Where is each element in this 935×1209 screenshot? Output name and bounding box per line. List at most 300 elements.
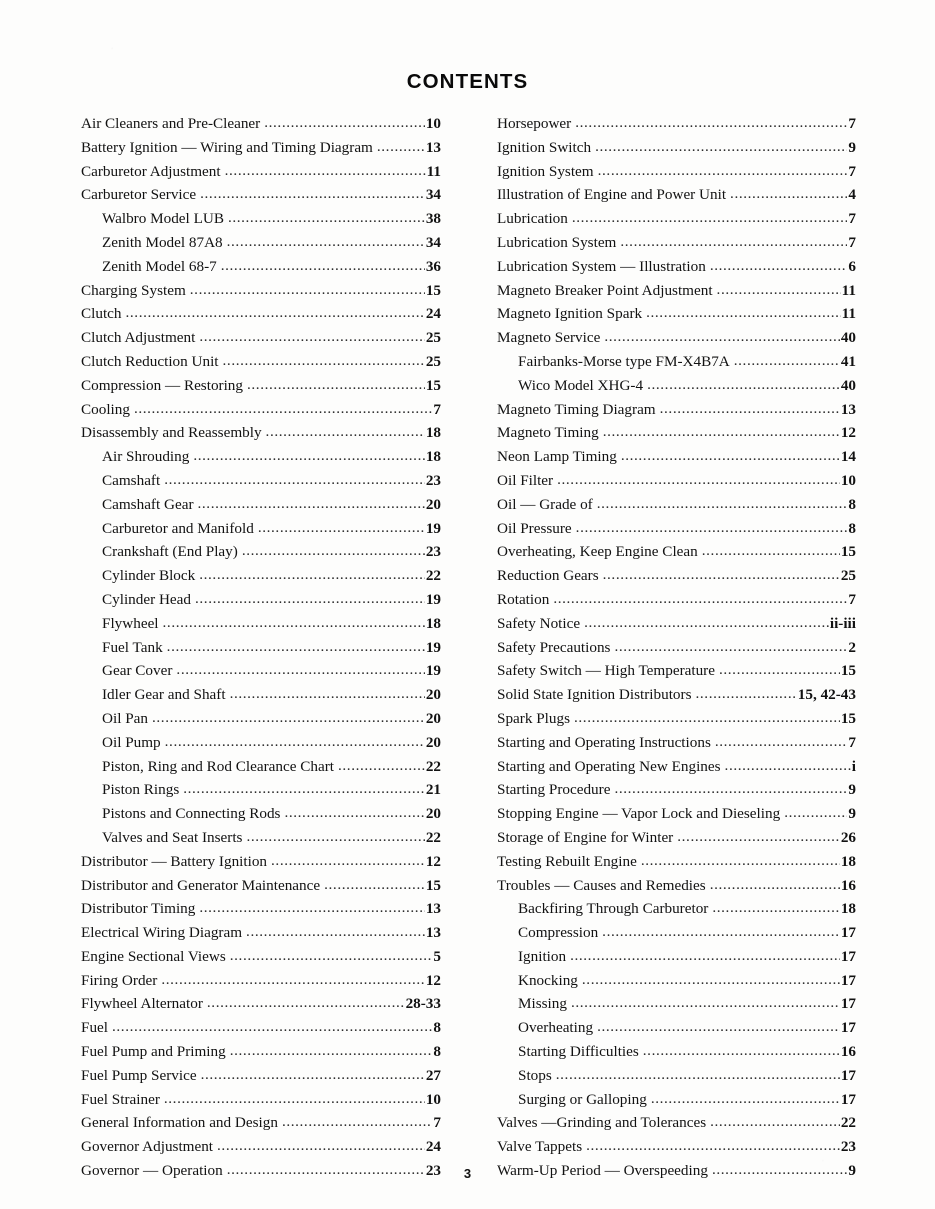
toc-leader-dots: [271, 850, 425, 873]
toc-entry-page-number: 11: [841, 305, 856, 323]
toc-entry[interactable]: [497, 1040, 856, 1064]
toc-entry[interactable]: [81, 588, 441, 612]
toc-entry-page-number: 7: [848, 162, 856, 180]
toc-entry[interactable]: [497, 136, 856, 160]
toc-leader-dots: [719, 659, 840, 682]
toc-left-column: [81, 112, 441, 1183]
toc-entry-label: Starting and Operating New Engines: [497, 757, 721, 775]
toc-leader-dots: [614, 778, 847, 801]
toc-leader-dots: [161, 969, 424, 992]
toc-entry-page-number: 5: [433, 947, 441, 965]
toc-entry-label: Stops: [518, 1066, 552, 1084]
toc-entry-page-number: 22: [425, 828, 441, 846]
toc-leader-dots: [165, 731, 425, 754]
toc-entry[interactable]: [81, 112, 441, 136]
toc-entry-label: Gear Cover: [102, 662, 173, 680]
toc-entry-label: Rotation: [497, 590, 550, 608]
toc-entry[interactable]: [81, 707, 441, 731]
toc-entry-label: Governor Adjustment: [81, 1138, 214, 1156]
toc-entry-label: Lubrication System: [497, 233, 617, 251]
toc-entry[interactable]: [497, 897, 856, 921]
toc-entry-label: Air Shrouding: [102, 448, 190, 466]
toc-leader-dots: [643, 1040, 840, 1063]
toc-leader-dots: [677, 826, 840, 849]
toc-leader-dots: [646, 302, 841, 325]
toc-entry-page-number: 40: [840, 376, 856, 394]
toc-entry[interactable]: [81, 897, 441, 921]
toc-entry[interactable]: [497, 1111, 856, 1135]
toc-leader-dots: [230, 683, 425, 706]
toc-entry-page-number: 16: [840, 1043, 856, 1061]
toc-entry[interactable]: [81, 302, 441, 326]
toc-leader-dots: [223, 350, 425, 373]
toc-entry[interactable]: [81, 755, 441, 779]
toc-leader-dots: [198, 493, 425, 516]
toc-entry-page-number: 10: [425, 1090, 441, 1108]
toc-entry-page-number: 7: [848, 210, 856, 228]
toc-entry-page-number: i: [851, 757, 856, 775]
toc-entry-label: Oil Pan: [102, 709, 148, 727]
toc-entry-label: Charging System: [81, 281, 186, 299]
toc-entry[interactable]: [81, 136, 441, 160]
toc-entry-page-number: 4: [848, 186, 856, 204]
toc-entry[interactable]: [497, 540, 856, 564]
toc-entry-page-number: 7: [433, 400, 441, 418]
toc-entry-page-number: 15: [840, 543, 856, 561]
toc-entry-label: Zenith Model 68-7: [102, 257, 217, 275]
toc-entry-label: Overheating: [518, 1019, 594, 1037]
toc-entry[interactable]: [81, 1040, 441, 1064]
toc-entry[interactable]: [497, 1016, 856, 1040]
toc-entry-page-number: 2: [848, 638, 856, 656]
toc-entry[interactable]: [81, 564, 441, 588]
toc-leader-dots: [710, 874, 840, 897]
toc-entry-page-number: 25: [840, 567, 856, 585]
toc-entry[interactable]: [497, 850, 856, 874]
toc-entry-label: Distributor — Battery Ignition: [81, 852, 268, 870]
toc-leader-dots: [164, 1088, 425, 1111]
toc-entry-label: Valves and Seat Inserts: [102, 828, 243, 846]
toc-leader-dots: [199, 897, 424, 920]
page-number: 3: [463, 1166, 472, 1181]
toc-entry-label: Valves —Grinding and Tolerances: [497, 1114, 707, 1132]
toc-entry-page-number: 7: [433, 1114, 441, 1132]
toc-entry-label: Pistons and Connecting Rods: [102, 805, 281, 823]
toc-entry-page-number: 7: [848, 733, 856, 751]
toc-entry[interactable]: [497, 183, 856, 207]
toc-leader-dots: [730, 183, 847, 206]
toc-leader-dots: [164, 469, 425, 492]
toc-leader-dots: [221, 255, 425, 278]
toc-entry[interactable]: [497, 1088, 856, 1112]
toc-entry[interactable]: [81, 1135, 441, 1159]
toc-entry-label: Fuel Pump and Priming: [81, 1043, 226, 1061]
toc-leader-dots: [597, 493, 848, 516]
toc-entry[interactable]: [497, 112, 856, 136]
toc-entry-label: Magneto Timing: [497, 424, 599, 442]
toc-entry[interactable]: [497, 945, 856, 969]
toc-entry[interactable]: [81, 778, 441, 802]
toc-entry-label: Reduction Gears: [497, 567, 599, 585]
toc-entry-label: Wico Model XHG-4: [518, 376, 644, 394]
toc-entry-label: Oil — Grade of: [497, 495, 593, 513]
toc-entry-label: Clutch: [81, 305, 122, 323]
toc-entry-page-number: 17: [840, 1090, 856, 1108]
toc-entry[interactable]: [81, 160, 441, 184]
toc-entry[interactable]: [497, 969, 856, 993]
toc-leader-dots: [710, 255, 848, 278]
toc-entry-label: Clutch Reduction Unit: [81, 352, 219, 370]
toc-entry[interactable]: [81, 207, 441, 231]
toc-entry-page-number: 8: [433, 1043, 441, 1061]
toc-entry[interactable]: [81, 517, 441, 541]
toc-entry-page-number: 18: [425, 614, 441, 632]
toc-entry-page-number: 24: [425, 1138, 441, 1156]
toc-entry-page-number: 9: [848, 781, 856, 799]
toc-entry-page-number: 22: [425, 567, 441, 585]
toc-entry-page-number: 18: [840, 852, 856, 870]
toc-entry[interactable]: [497, 374, 856, 398]
toc-entry-label: Troubles — Causes and Remedies: [497, 876, 706, 894]
toc-entry-label: Solid State Ignition Distributors: [497, 686, 692, 704]
toc-entry[interactable]: [81, 731, 441, 755]
toc-entry-label: Carburetor Adjustment: [81, 162, 221, 180]
toc-entry-label: Disassembly and Reassembly: [81, 424, 262, 442]
toc-entry[interactable]: [497, 612, 856, 636]
toc-entry-label: Safety Precautions: [497, 638, 611, 656]
toc-entry-label: Cylinder Block: [102, 567, 196, 585]
toc-entry-page-number: 9: [848, 805, 856, 823]
toc-entry[interactable]: [497, 350, 856, 374]
toc-entry[interactable]: [81, 969, 441, 993]
toc-entry-label: Storage of Engine for Winter: [497, 828, 674, 846]
toc-entry-page-number: 23: [425, 1162, 441, 1180]
toc-entry-label: Camshaft: [102, 471, 161, 489]
toc-entry-page-number: ii-iii: [829, 614, 856, 632]
toc-leader-dots: [199, 326, 424, 349]
toc-entry[interactable]: [497, 302, 856, 326]
toc-entry[interactable]: [81, 612, 441, 636]
toc-leader-dots: [246, 826, 424, 849]
toc-entry-label: Backfiring Through Carburetor: [518, 900, 709, 918]
toc-entry[interactable]: [81, 445, 441, 469]
toc-entry[interactable]: [81, 659, 441, 683]
toc-entry-page-number: 17: [840, 995, 856, 1013]
toc-entry-page-number: 19: [425, 662, 441, 680]
toc-entry-page-number: 20: [425, 709, 441, 727]
toc-entry-page-number: 8: [433, 1019, 441, 1037]
toc-entry-label: Warm-Up Period — Overspeeding: [497, 1162, 708, 1180]
toc-leader-dots: [217, 1135, 425, 1158]
toc-entry-label: Firing Order: [81, 971, 158, 989]
toc-entry-label: Stopping Engine — Vapor Lock and Dieseling: [497, 805, 781, 823]
toc-entry[interactable]: [497, 683, 856, 707]
toc-entry[interactable]: [497, 659, 856, 683]
toc-leader-dots: [264, 112, 425, 135]
toc-entry-page-number: 9: [848, 1162, 856, 1180]
toc-leader-dots: [242, 540, 425, 563]
toc-entry[interactable]: [81, 1016, 441, 1040]
toc-leader-dots: [193, 445, 424, 468]
toc-entry-page-number: 19: [425, 519, 441, 537]
toc-entry-label: Horsepower: [497, 115, 572, 132]
toc-leader-dots: [200, 183, 425, 206]
toc-entry[interactable]: [81, 350, 441, 374]
toc-entry[interactable]: [81, 850, 441, 874]
toc-leader-dots: [230, 1040, 433, 1063]
toc-entry-page-number: 9: [848, 138, 856, 156]
toc-entry[interactable]: [81, 326, 441, 350]
toc-entry[interactable]: [81, 683, 441, 707]
toc-entry-label: Oil Pump: [102, 733, 161, 751]
toc-entry-page-number: 17: [840, 1066, 856, 1084]
toc-entry[interactable]: [497, 255, 856, 279]
toc-entry[interactable]: [497, 564, 856, 588]
toc-entry-label: Surging or Galloping: [518, 1090, 647, 1108]
toc-entry-page-number: 22: [840, 1114, 856, 1132]
toc-entry-page-number: 23: [425, 471, 441, 489]
toc-leader-dots: [199, 564, 425, 587]
toc-entry[interactable]: [81, 1111, 441, 1135]
toc-entry-label: Fuel Pump Service: [81, 1066, 197, 1084]
toc-entry[interactable]: [497, 160, 856, 184]
toc-entry-page-number: 23: [840, 1138, 856, 1156]
toc-leader-dots: [163, 612, 425, 635]
toc-leader-dots: [620, 231, 847, 254]
toc-leader-dots: [598, 160, 848, 183]
toc-entry-label: Distributor and Generator Maintenance: [81, 876, 321, 894]
toc-entry[interactable]: [81, 992, 441, 1016]
toc-entry-page-number: 7: [848, 590, 856, 608]
toc-entry[interactable]: [497, 326, 856, 350]
toc-entry-page-number: 26: [840, 828, 856, 846]
toc-entry-label: Spark Plugs: [497, 709, 570, 727]
toc-entry-label: Engine Sectional Views: [81, 947, 226, 965]
toc-entry-page-number: 18: [425, 424, 441, 442]
toc-entry[interactable]: [497, 731, 856, 755]
toc-entry-page-number: 17: [840, 971, 856, 989]
toc-entry-page-number: 12: [425, 852, 441, 870]
toc-entry-page-number: 11: [426, 162, 441, 180]
toc-entry-label: Missing: [518, 995, 567, 1013]
toc-leader-dots: [603, 564, 840, 587]
toc-entry[interactable]: [497, 778, 856, 802]
toc-entry-page-number: 38: [425, 210, 441, 228]
toc-entry-label: Ignition: [518, 947, 567, 965]
toc-entry-page-number: 34: [425, 186, 441, 204]
toc-leader-dots: [246, 921, 425, 944]
toc-leader-dots: [225, 160, 426, 183]
toc-entry[interactable]: [497, 493, 856, 517]
toc-entry[interactable]: [497, 874, 856, 898]
toc-entry[interactable]: [497, 802, 856, 826]
toc-leader-dots: [576, 517, 848, 540]
toc-leader-dots: [710, 1111, 840, 1134]
toc-entry-label: Starting Procedure: [497, 781, 611, 799]
toc-leader-dots: [712, 897, 839, 920]
toc-entry-label: Flywheel: [102, 614, 159, 632]
toc-entry[interactable]: [497, 921, 856, 945]
toc-entry-label: Fairbanks-Morse type FM-X4B7A: [518, 352, 730, 370]
toc-entry-label: Fuel Tank: [102, 638, 163, 656]
toc-entry-label: General Information and Design: [81, 1114, 278, 1132]
toc-entry-page-number: 14: [840, 448, 856, 466]
toc-leader-dots: [602, 921, 840, 944]
toc-entry-page-number: 15, 42-43: [797, 686, 856, 704]
toc-entry-label: Illustration of Engine and Power Unit: [497, 186, 727, 204]
toc-entry-page-number: 13: [425, 900, 441, 918]
toc-entry-page-number: 7: [848, 115, 856, 132]
toc-entry-label: Crankshaft (End Play): [102, 543, 238, 561]
toc-entry[interactable]: [81, 945, 441, 969]
toc-leader-dots: [604, 326, 839, 349]
toc-entry[interactable]: [81, 1088, 441, 1112]
toc-entry[interactable]: [81, 279, 441, 303]
toc-leader-dots: [228, 207, 425, 230]
toc-entry-label: Fuel Strainer: [81, 1090, 160, 1108]
toc-entry[interactable]: [81, 255, 441, 279]
toc-leader-dots: [575, 112, 847, 135]
toc-entry[interactable]: [81, 469, 441, 493]
toc-entry[interactable]: [497, 279, 856, 303]
toc-leader-dots: [784, 802, 847, 825]
toc-entry[interactable]: [81, 802, 441, 826]
toc-entry-page-number: 10: [425, 115, 441, 132]
toc-entry[interactable]: [81, 1064, 441, 1088]
toc-entry-label: Air Cleaners and Pre-Cleaner: [81, 115, 261, 132]
toc-entry[interactable]: [497, 421, 856, 445]
toc-entry[interactable]: [81, 374, 441, 398]
toc-entry-label: Compression — Restoring: [81, 376, 243, 394]
toc-entry-page-number: 27: [425, 1066, 441, 1084]
toc-entry[interactable]: [81, 874, 441, 898]
toc-entry[interactable]: [497, 207, 856, 231]
toc-entry[interactable]: [81, 183, 441, 207]
toc-entry-label: Oil Filter: [497, 471, 554, 489]
toc-entry[interactable]: [81, 231, 441, 255]
toc-entry-page-number: 21: [425, 781, 441, 799]
toc-leader-dots: [167, 636, 425, 659]
toc-entry-label: Governor — Operation: [81, 1162, 223, 1180]
toc-leader-dots: [715, 731, 848, 754]
toc-entry-page-number: 11: [841, 281, 856, 299]
toc-entry[interactable]: [497, 826, 856, 850]
table-of-contents: [0, 112, 935, 1180]
toc-entry-label: Camshaft Gear: [102, 495, 194, 513]
toc-leader-dots: [597, 1016, 840, 1039]
toc-entry[interactable]: [497, 231, 856, 255]
toc-entry-label: Magneto Breaker Point Adjustment: [497, 281, 713, 299]
toc-entry[interactable]: [497, 1064, 856, 1088]
toc-entry[interactable]: [81, 921, 441, 945]
toc-entry-label: Magneto Timing Diagram: [497, 400, 656, 418]
toc-entry[interactable]: [497, 469, 856, 493]
toc-leader-dots: [582, 969, 840, 992]
toc-entry-page-number: 10: [840, 471, 856, 489]
toc-entry[interactable]: [497, 992, 856, 1016]
toc-entry[interactable]: [81, 826, 441, 850]
toc-leader-dots: [696, 683, 797, 706]
toc-entry-label: Oil Pressure: [497, 519, 572, 537]
toc-entry-page-number: 34: [425, 233, 441, 251]
toc-entry-label: Fuel: [81, 1019, 109, 1037]
toc-entry[interactable]: [81, 540, 441, 564]
toc-entry[interactable]: [497, 707, 856, 731]
toc-entry-label: Magneto Ignition Spark: [497, 305, 643, 323]
toc-entry-label: Piston Rings: [102, 781, 180, 799]
toc-leader-dots: [195, 588, 425, 611]
toc-entry-label: Piston, Ring and Rod Clearance Chart: [102, 757, 334, 775]
toc-entry[interactable]: [497, 445, 856, 469]
toc-leader-dots: [266, 421, 425, 444]
toc-leader-dots: [725, 755, 851, 778]
toc-leader-dots: [201, 1064, 425, 1087]
toc-entry-label: Starting Difficulties: [518, 1043, 639, 1061]
toc-entry-page-number: 20: [425, 495, 441, 513]
toc-leader-dots: [247, 374, 425, 397]
toc-entry-page-number: 24: [425, 305, 441, 323]
toc-entry-page-number: 41: [840, 352, 856, 370]
toc-entry-label: Carburetor and Manifold: [102, 519, 254, 537]
toc-leader-dots: [734, 350, 840, 373]
toc-entry-label: Testing Rebuilt Engine: [497, 852, 637, 870]
toc-leader-dots: [230, 945, 433, 968]
toc-entry[interactable]: [497, 398, 856, 422]
toc-entry-label: Ignition Switch: [497, 138, 592, 156]
toc-entry[interactable]: [497, 1135, 856, 1159]
toc-entry[interactable]: [497, 755, 856, 779]
toc-entry-page-number: 13: [425, 924, 441, 942]
toc-entry-page-number: 40: [840, 329, 856, 347]
toc-entry-label: Valve Tappets: [497, 1138, 583, 1156]
toc-leader-dots: [717, 279, 841, 302]
toc-entry-page-number: 36: [425, 257, 441, 275]
toc-entry-label: Starting and Operating Instructions: [497, 733, 711, 751]
toc-entry-label: Lubrication: [497, 210, 568, 228]
toc-leader-dots: [258, 517, 425, 540]
toc-leader-dots: [176, 659, 424, 682]
toc-entry[interactable]: [81, 636, 441, 660]
toc-leader-dots: [621, 445, 840, 468]
toc-entry-label: Battery Ignition — Wiring and Timing Diagram: [81, 138, 373, 156]
toc-entry-page-number: 22: [425, 757, 441, 775]
toc-entry-page-number: 13: [840, 400, 856, 418]
toc-entry-page-number: 23: [425, 543, 441, 561]
toc-entry-page-number: 12: [840, 424, 856, 442]
toc-entry[interactable]: [81, 421, 441, 445]
toc-entry-label: Clutch Adjustment: [81, 329, 196, 347]
toc-entry[interactable]: [81, 398, 441, 422]
toc-leader-dots: [207, 992, 405, 1015]
toc-entry[interactable]: [81, 493, 441, 517]
toc-leader-dots: [134, 398, 432, 421]
toc-entry-page-number: 19: [425, 638, 441, 656]
toc-entry-page-number: 25: [425, 352, 441, 370]
toc-entry-page-number: 20: [425, 805, 441, 823]
toc-right-column: [497, 112, 856, 1183]
toc-entry-page-number: 12: [425, 971, 441, 989]
toc-leader-dots: [651, 1088, 840, 1111]
toc-entry[interactable]: [497, 517, 856, 541]
toc-entry-page-number: 6: [848, 257, 856, 275]
toc-leader-dots: [556, 1064, 840, 1087]
toc-leader-dots: [282, 1111, 432, 1134]
toc-entry-page-number: 7: [848, 233, 856, 251]
toc-entry[interactable]: [497, 588, 856, 612]
toc-leader-dots: [702, 540, 840, 563]
toc-entry[interactable]: [497, 636, 856, 660]
toc-leader-dots: [614, 636, 847, 659]
